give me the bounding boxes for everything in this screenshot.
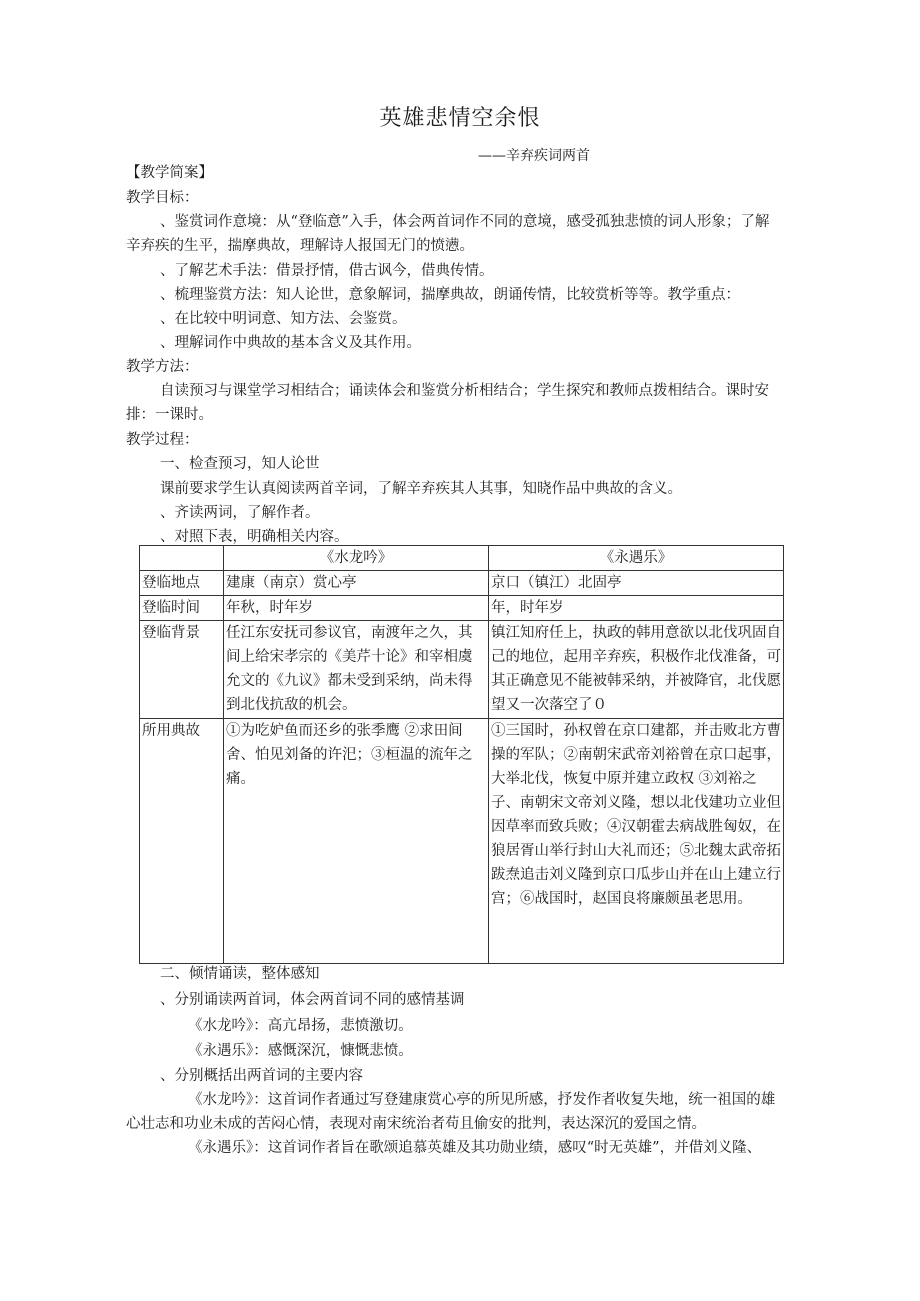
cell-allusions-b: ①三国时，孙权曾在京口建都，并击败北方曹操的军队；②南朝宋武帝刘裕曾在京口起事，大举北伐，恢复中原并建立政权 ③刘裕之子、南朝宋文帝刘义隆，想以北伐建功立业但因草率而致兵败；④汉朝霍去病战胜匈奴，在狼居胥山举行封山大礼而还；⑤北魏太武帝拓跋焘追击刘义隆到京口瓜步山并在山上建立行宫；⑥战国时，赵国良将廉颇虽老思用。 [489,719,784,964]
row-label-location: 登临地点 [140,571,224,596]
table-row [140,621,784,719]
objective-3: 、梳理鉴赏方法：知人论世，意象解词，揣摩典故，朗诵传情，比较赏析等等。教学重点： [160,287,740,303]
methods-heading: 教学方法： [126,359,199,375]
table-header-blank [140,546,224,571]
methods-line-1: 自读预习与课堂学习相结合；诵读体会和鉴赏分析相结合；学生探究和教师点拨相结合。课时安 [160,383,769,399]
step-2-summary-1-line-1: 《水龙吟》：这首词作者通过写登建康赏心亭的所见所感，抒发作者收复失地，统一祖国的雄 [188,1092,776,1108]
objective-4: 、在比较中明词意、知方法、会鉴赏。 [160,311,407,327]
step-1-heading: 一、检查预习，知人论世 [160,456,320,472]
step-2-tone-2: 《永遇乐》：感慨深沉，慷慨悲愤。 [188,1043,413,1059]
step-2-item-1: 、分别诵读两首词，体会两首词不同的感情基调 [160,992,465,1008]
objective-1-line-1: 、鉴赏词作意境：从“登临意”入手，体会两首词作不同的意境，感受孤独悲愤的词人形象；了解 [160,214,770,230]
section-heading: 【教学简案】 [126,165,213,181]
step-2-heading: 二、倾情诵读，整体感知 [160,966,320,982]
table-header-shuilongyin: 《水龙吟》 [224,546,489,571]
step-2-tone-1: 《水龙吟》：高亢昂扬，悲愤激切。 [188,1018,413,1034]
step-1-item-2: 、对照下表，明确相关内容。 [160,529,349,545]
table-row [140,571,784,596]
cell-location-a: 建康（南京）赏心亭 [224,571,489,596]
cell-allusions-a: ①为吃妒鱼而还乡的张季鹰 ②求田间舍、怕见刘备的许汜；③桓温的流年之痛。 [224,719,489,964]
step-2-item-2: 、分别概括出两首词的主要内容 [160,1068,363,1084]
document-title: 英雄悲情空余恨 [379,106,541,131]
row-label-background: 登临背景 [140,621,224,719]
objective-1-line-2: 辛弃疾的生平，揣摩典故，理解诗人报国无门的愤懑。 [126,238,474,254]
methods-line-2: 排：一课时。 [126,407,213,423]
objectives-heading: 教学目标： [126,190,199,206]
step-2-summary-1-line-2: 心壮志和功业未成的苦闷心情，表现对南宋统治者苟且偷安的批判，表达深沉的爱国之情。 [126,1116,706,1132]
document-subtitle: ——辛弃疾词两首 [478,148,590,164]
step-1-item-1: 、齐读两词，了解作者。 [160,505,320,521]
table-header-yongyule: 《永遇乐》 [489,546,784,571]
cell-background-b: 镇江知府任上，执政的韩用意欲以北伐巩固自己的地位，起用辛弃疾，积极作北伐准备，可其正确意见不能被韩采纳，并被降官，北伐愿望又一次落空了０ [489,621,784,719]
cell-location-b: 京口（镇江）北固亭 [489,571,784,596]
cell-time-a: 年秋，时年岁 [224,596,489,621]
process-heading: 教学过程： [126,432,199,448]
objective-5: 、理解词作中典故的基本含义及其作用。 [160,335,421,351]
table-row [140,719,784,964]
comparison-table [139,545,784,964]
step-1-text: 课前要求学生认真阅读两首辛词，了解辛弃疾其人其事，知晓作品中典故的含义。 [160,481,682,497]
objective-2: 、了解艺术手法：借景抒情，借古讽今，借典传情。 [160,263,494,279]
row-label-allusions: 所用典故 [140,719,224,964]
row-label-time: 登临时间 [140,596,224,621]
cell-time-b: 年，时年岁 [489,596,784,621]
cell-background-a: 任江东安抚司参议官，南渡年之久，其间上给宋孝宗的《美芹十论》和宰相虞允文的《九议》都未受到采纳，尚未得到北伐抗敌的机会。 [224,621,489,719]
table-row [140,596,784,621]
step-2-summary-2-line-1: 《永遇乐》：这首词作者旨在歌颂追慕英雄及其功勋业绩，感叹“时无英雄”，并借刘义隆、 [188,1140,762,1156]
